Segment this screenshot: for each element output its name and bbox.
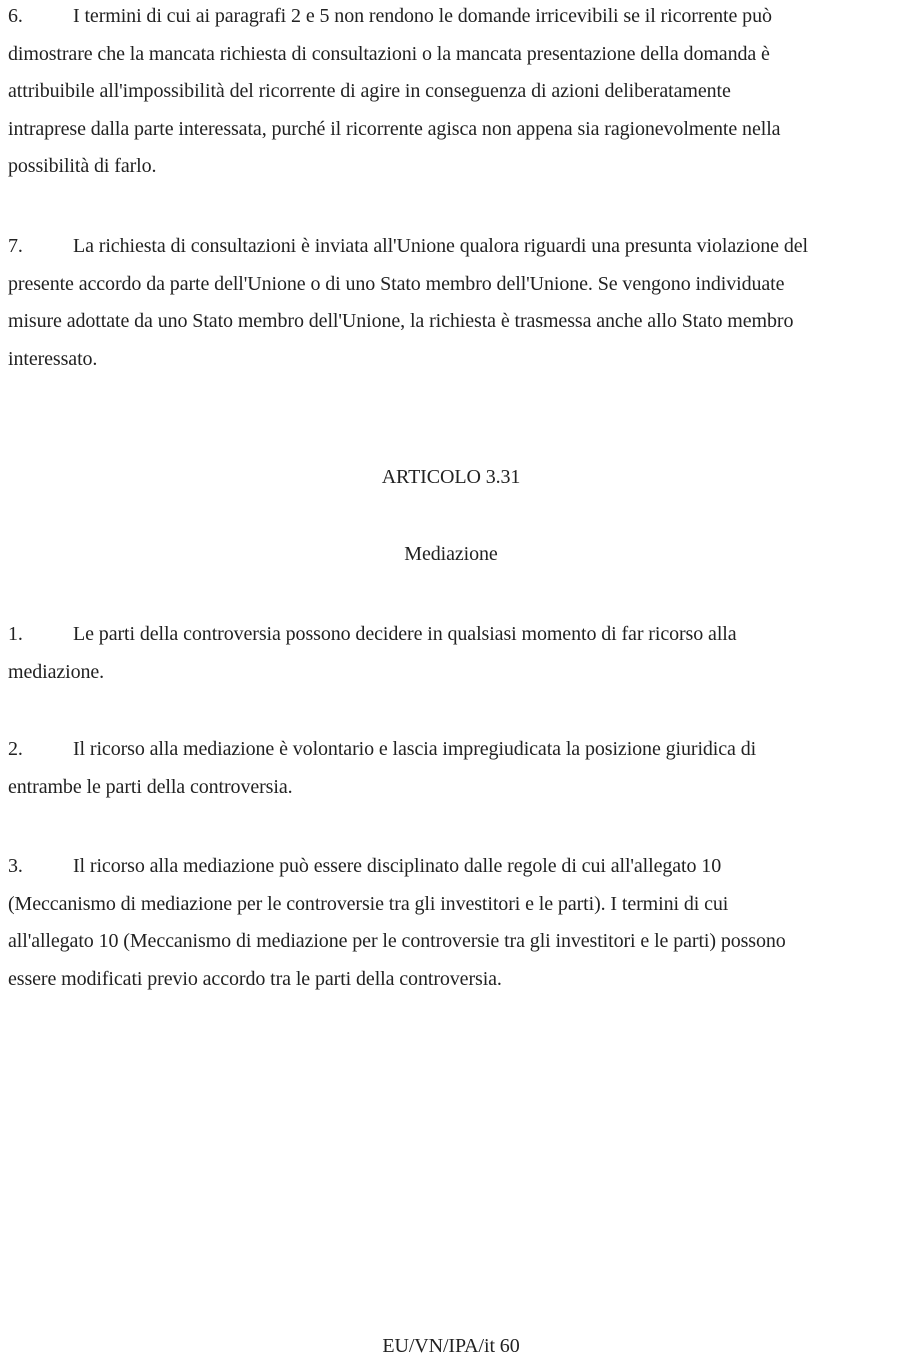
paragraph-line: misure adottate da uno Stato membro dell'Unione, la richiesta è trasmessa anche allo Stato membro [8,310,794,332]
page-footer: EU/VN/IPA/it 60 [382,1335,520,1357]
paragraph-number: 6. [8,5,23,27]
paragraph-line: possibilità di farlo. [8,155,157,177]
paragraph-number: 7. [8,235,23,257]
paragraph-line: attribuibile all'impossibilità del ricorrente di agire in conseguenza di azioni deliberatamente [8,80,731,102]
paragraph-text: Il ricorso alla mediazione è volontario e lascia impregiudicata la posizione giuridica di [73,738,757,760]
paragraph-line [8,616,896,654]
paragraph-line: intraprese dalla parte interessata, purché il ricorrente agisca non appena sia ragionevolmente nella [8,117,781,140]
paragraph-line: interessato. [8,347,98,370]
paragraph-line [8,0,896,36]
paragraph-1 [8,616,896,691]
paragraph-6 [8,0,896,186]
paragraph-line [8,848,896,886]
paragraph-line [8,731,896,769]
paragraph-2 [8,731,896,806]
paragraph-line: all'allegato 10 (Meccanismo di mediazione per le controversie tra gli investitori e le parti) possono [8,930,786,952]
article-number-heading: ARTICOLO 3.31 [381,466,521,488]
paragraph-line: dimostrare che la mancata richiesta di consultazioni o la mancata presentazione della domanda è [8,42,770,65]
paragraph-line: essere modificati previo accordo tra le parti della controversia. [8,967,502,990]
paragraph-line: (Meccanismo di mediazione per le controversie tra gli investitori e le parti). I termini di cui [8,892,729,915]
paragraph-line: presente accordo da parte dell'Unione o di uno Stato membro dell'Unione. Se vengono individuate [8,272,785,295]
paragraph-text: Il ricorso alla mediazione può essere disciplinato dalle regole di cui all'allegato 10 [73,855,722,877]
paragraph-7 [8,228,896,378]
paragraph-number: 2. [8,738,23,760]
paragraph-text: Le parti della controversia possono decidere in qualsiasi momento di far ricorso alla [73,623,737,645]
paragraph-3 [8,848,896,998]
article-title-heading: Mediazione [404,543,498,565]
paragraph-number: 1. [8,623,23,645]
paragraph-line [8,228,896,266]
paragraph-text: La richiesta di consultazioni è inviata all'Unione qualora riguardi una presunta violazione del [73,235,808,257]
paragraph-number: 3. [8,855,23,877]
paragraph-text: I termini di cui ai paragrafi 2 e 5 non rendono le domande irricevibili se il ricorrente può [73,5,772,27]
paragraph-line: entrambe le parti della controversia. [8,775,293,798]
paragraph-line: mediazione. [8,660,105,683]
